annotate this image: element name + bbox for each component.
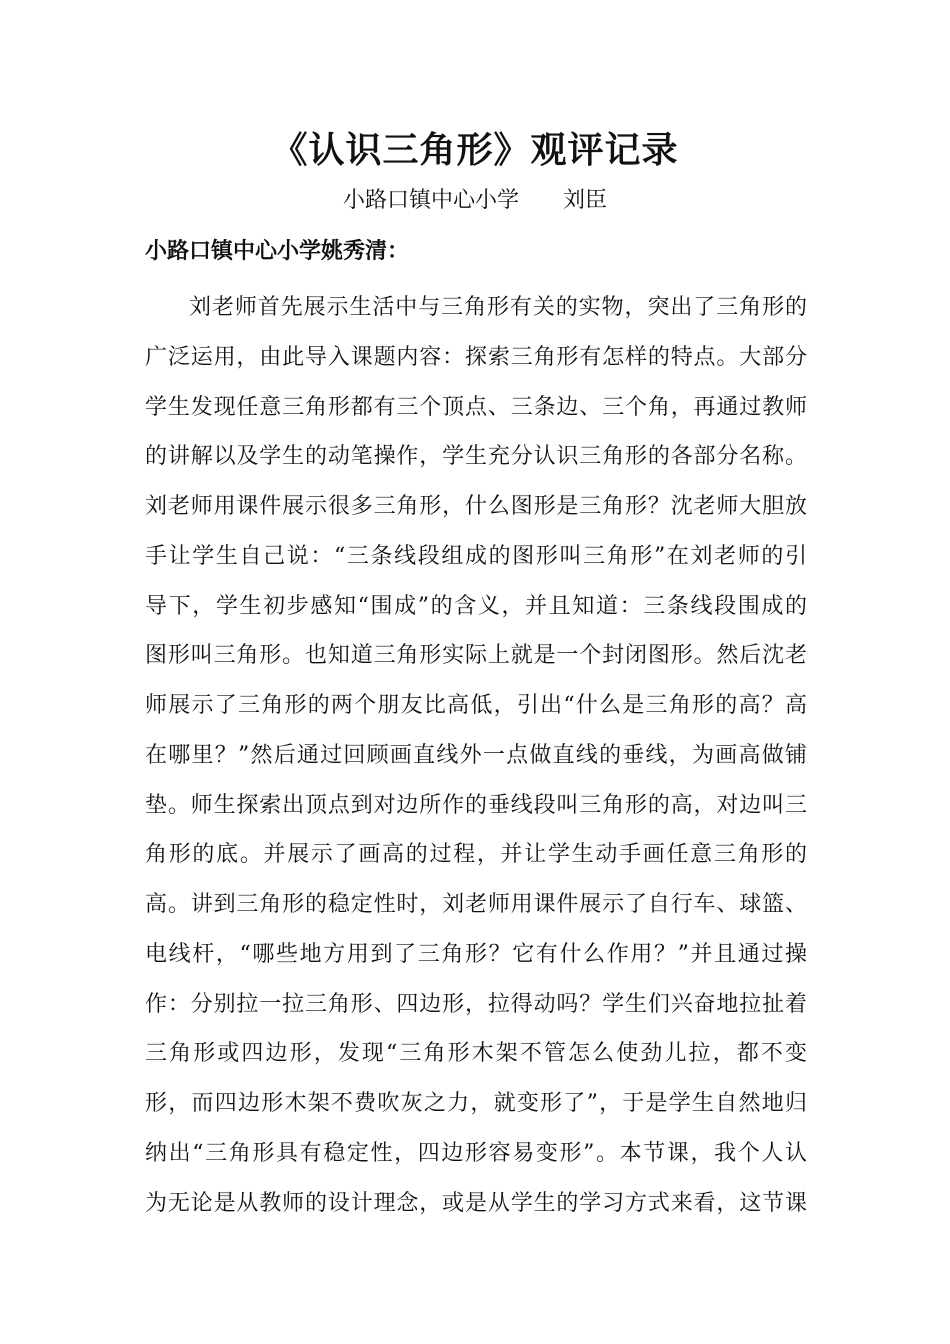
paragraph-line: 广泛运用，由此导入课题内容：探索三角形有怎样的特点。大部分 xyxy=(145,344,807,370)
paragraph-line: 垫。师生探索出顶点到对边所作的垂线段叫三角形的高，对边叫三 xyxy=(145,792,807,818)
paragraph-line: 学生发现任意三角形都有三个顶点、三条边、三个角，再通过教师 xyxy=(145,394,807,420)
paragraph-line: 三角形或四边形，发现“三角形木架不管怎么使劲儿拉，都不变 xyxy=(145,1041,807,1067)
paragraph-line: 刘老师首先展示生活中与三角形有关的实物，突出了三角形的 xyxy=(189,295,807,320)
paragraph-line: 纳出“三角形具有稳定性，四边形容易变形”。本节课，我个人认 xyxy=(145,1140,807,1166)
paragraph-line: 角形的底。并展示了画高的过程，并让学生动手画任意三角形的 xyxy=(145,842,807,868)
document-title: 《认识三角形》观评记录 xyxy=(271,129,679,171)
paragraph-line: 作：分别拉一拉三角形、四边形，拉得动吗？学生们兴奋地拉扯着 xyxy=(145,991,807,1017)
review-paragraph xyxy=(145,283,807,1228)
paragraph-line: 在哪里？”然后通过回顾画直线外一点做直线的垂线，为画高做铺 xyxy=(145,742,807,768)
byline xyxy=(0,184,950,218)
paragraph-line: 导下，学生初步感知“围成”的含义，并且知道：三条线段围成的 xyxy=(145,593,807,619)
author-name: 刘臣 xyxy=(563,188,608,213)
school-name: 小路口镇中心小学 xyxy=(342,188,519,213)
paragraph-line: 电线杆，“哪些地方用到了三角形？它有什么作用？”并且通过操 xyxy=(145,941,807,967)
paragraph-line: 为无论是从教师的设计理念，或是从学生的学习方式来看，这节课 xyxy=(145,1190,807,1216)
reviewer-heading: 小路口镇中心小学姚秀清： xyxy=(145,238,410,264)
paragraph-line: 刘老师用课件展示很多三角形，什么图形是三角形？沈老师大胆放 xyxy=(145,494,807,519)
paragraph-line: 高。讲到三角形的稳定性时，刘老师用课件展示了自行车、球篮、 xyxy=(145,892,807,917)
paragraph-line: 图形叫三角形。也知道三角形实际上就是一个封闭图形。然后沈老 xyxy=(145,643,807,669)
paragraph-line: 的讲解以及学生的动笔操作，学生充分认识三角形的各部分名称。 xyxy=(145,444,807,470)
paragraph-line: 形，而四边形木架不费吹灰之力，就变形了”，于是学生自然地归 xyxy=(145,1091,807,1116)
paragraph-line: 手让学生自己说：“三条线段组成的图形叫三角形”在刘老师的引 xyxy=(145,543,807,569)
paragraph-line: 师展示了三角形的两个朋友比高低，引出“什么是三角形的高？高 xyxy=(145,693,807,718)
